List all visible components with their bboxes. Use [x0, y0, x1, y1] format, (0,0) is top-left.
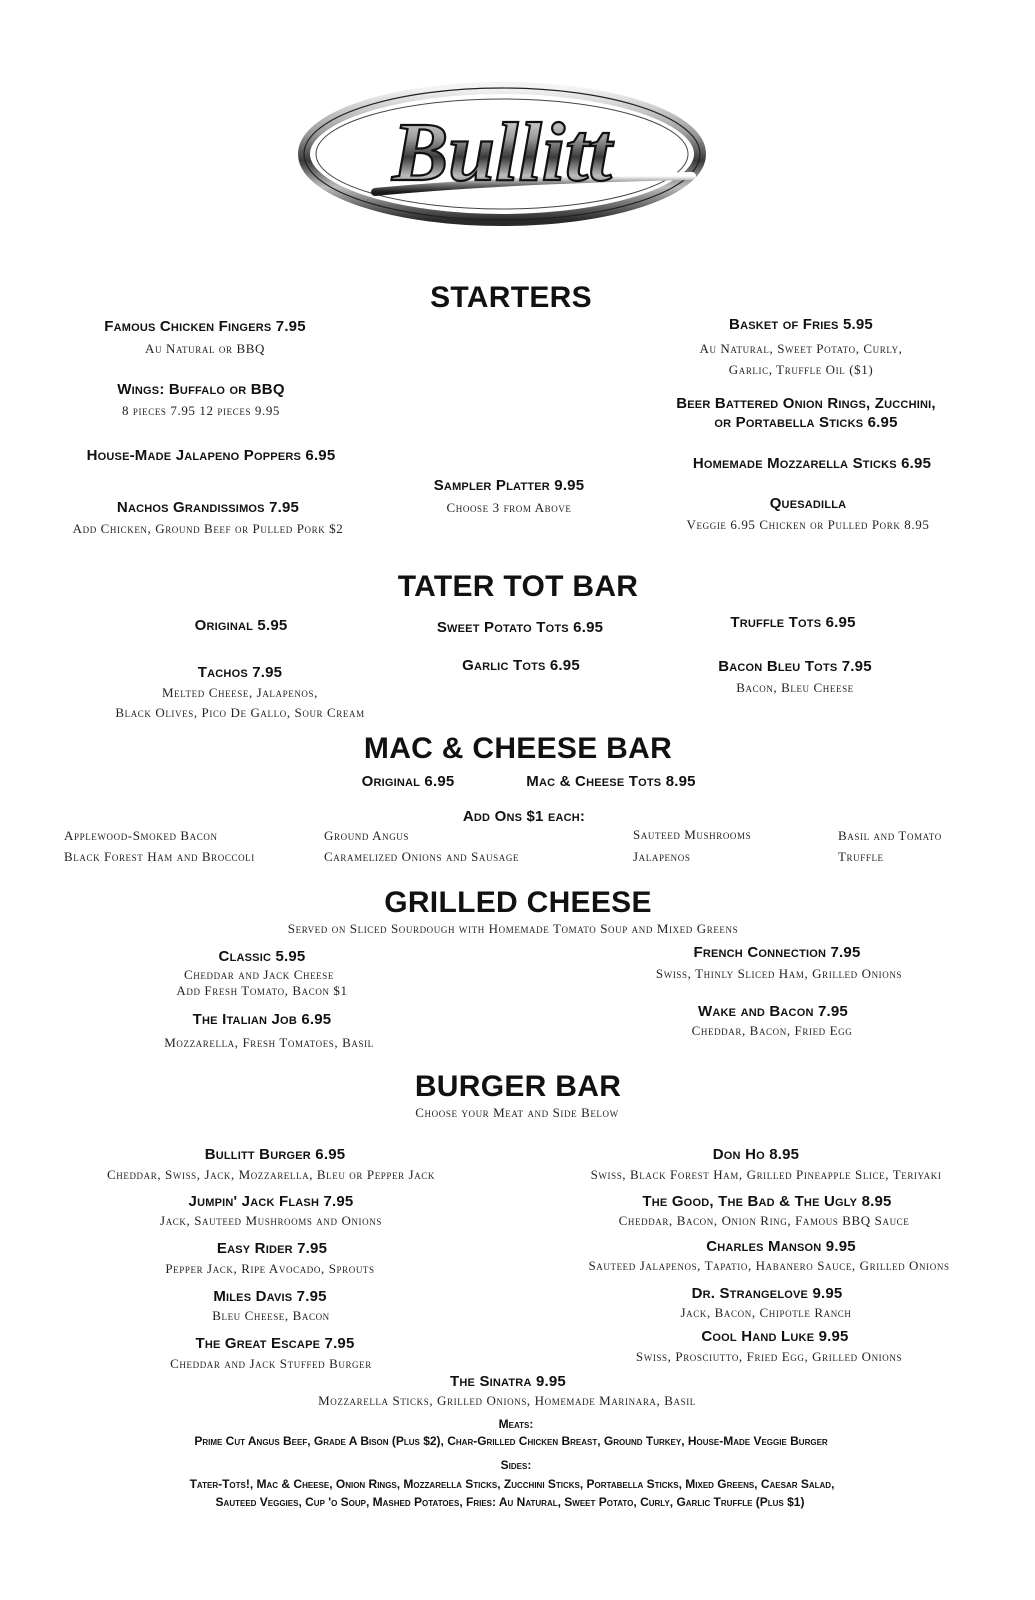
mac-original: Original 6.95 [361, 773, 455, 790]
sampler-desc: Choose 3 from Above [446, 500, 572, 515]
addon-basil-tomato: Basil and Tomato [838, 828, 942, 843]
burger-right-1-name: The Good, The Bad & The Ugly 8.95 [642, 1193, 892, 1210]
burger-left-4-desc: Cheddar and Jack Stuffed Burger [170, 1356, 372, 1371]
quesadilla-name: Quesadilla [769, 495, 847, 512]
tater-sweet-potato: Sweet Potato Tots 6.95 [436, 619, 604, 636]
burger-right-3-name: Dr. Strangelove 9.95 [691, 1285, 843, 1302]
wings-desc: 8 pieces 7.95 12 pieces 9.95 [121, 403, 281, 418]
bacon-bleu-tots-desc: Bacon, Bleu Cheese [736, 680, 854, 695]
burger-right-0-name: Don Ho 8.95 [712, 1146, 800, 1163]
starters-heading: STARTERS [430, 281, 592, 314]
tater-tot-heading: TATER TOT BAR [397, 570, 639, 603]
burger-right-2-name: Charles Manson 9.95 [706, 1238, 856, 1255]
tachos-desc-1: Melted Cheese, Jalapenos, [162, 685, 318, 700]
burger-right-0-desc: Swiss, Black Forest Ham, Grilled Pineapple Slice, Teriyaki [590, 1167, 942, 1182]
classic-desc-1: Cheddar and Jack Cheese [184, 967, 334, 982]
addon-ground-angus: Ground Angus [324, 828, 410, 843]
onion-rings-name-1: Beer Battered Onion Rings, Zucchini, [676, 395, 936, 412]
tachos-name: Tachos 7.95 [197, 664, 283, 681]
fries-desc-2: Garlic, Truffle Oil ($1) [728, 362, 874, 377]
bullitt-logo [297, 80, 707, 228]
sides-title: Sides: [500, 1458, 532, 1472]
quesadilla-desc: Veggie 6.95 Chicken or Pulled Pork 8.95 [686, 517, 930, 532]
burger-right-1-desc: Cheddar, Bacon, Onion Ring, Famous BBQ Sauce [618, 1213, 910, 1228]
burger-left-3-desc: Bleu Cheese, Bacon [212, 1308, 330, 1323]
sinatra-name: The Sinatra 9.95 [450, 1373, 566, 1390]
burger-right-4-name: Cool Hand Luke 9.95 [701, 1328, 849, 1345]
burger-left-0-desc: Cheddar, Swiss, Jack, Mozzarella, Bleu or Pepper Jack [106, 1167, 436, 1182]
burger-right-2-desc: Sauteed Jalapenos, Tapatio, Habanero Sauce, Grilled Onions [588, 1258, 950, 1273]
wake-bacon-name: Wake and Bacon 7.95 [698, 1003, 848, 1020]
burger-left-1-name: Jumpin' Jack Flash 7.95 [188, 1193, 354, 1210]
chicken-fingers-name: Famous Chicken Fingers 7.95 [104, 318, 306, 335]
mozzarella-sticks-name: Homemade Mozzarella Sticks 6.95 [692, 455, 932, 472]
poppers-name: House-Made Jalapeno Poppers 6.95 [86, 447, 336, 464]
onion-rings-name-2: or Portabella Sticks 6.95 [714, 414, 898, 431]
wings-name: Wings: Buffalo or BBQ [117, 381, 285, 398]
burger-left-3-name: Miles Davis 7.95 [213, 1288, 327, 1305]
french-connection-name: French Connection 7.95 [693, 944, 861, 961]
burger-left-2-desc: Pepper Jack, Ripe Avocado, Sprouts [165, 1261, 375, 1276]
bacon-bleu-tots-name: Bacon Bleu Tots 7.95 [718, 658, 872, 675]
addon-sauteed-mushrooms: Sauteed Mushrooms [633, 827, 752, 842]
logo-text: Bullitt [392, 106, 612, 199]
tachos-desc-2: Black Olives, Pico De Gallo, Sour Cream [115, 705, 365, 720]
addon-jalapenos: Jalapenos [633, 849, 691, 864]
mac-cheese-tots: Mac & Cheese Tots 8.95 [526, 773, 696, 790]
chicken-fingers-desc: Au Natural or BBQ [145, 341, 265, 356]
burger-left-1-desc: Jack, Sauteed Mushrooms and Onions [160, 1213, 382, 1228]
tater-truffle: Truffle Tots 6.95 [730, 614, 856, 631]
grilled-cheese-heading: GRILLED CHEESE [384, 886, 652, 919]
classic-desc-2: Add Fresh Tomato, Bacon $1 [176, 983, 348, 998]
burger-left-2-name: Easy Rider 7.95 [216, 1240, 328, 1257]
sinatra-desc: Mozzarella Sticks, Grilled Onions, Homemade Marinara, Basil [318, 1393, 696, 1408]
burger-right-4-desc: Swiss, Prosciutto, Fried Egg, Grilled Onions [635, 1349, 903, 1364]
burger-bar-subtitle: Choose your Meat and Side Below [415, 1105, 619, 1120]
garlic-tots: Garlic Tots 6.95 [462, 657, 580, 674]
fries-name: Basket of Fries 5.95 [729, 316, 873, 333]
grilled-cheese-subtitle: Served on Sliced Sourdough with Homemade Tomato Soup and Mixed Greens [287, 921, 739, 936]
italian-job-desc: Mozzarella, Fresh Tomatoes, Basil [164, 1035, 374, 1050]
burger-right-3-desc: Jack, Bacon, Chipotle Ranch [680, 1305, 852, 1320]
sides-list-2: Sauteed Veggies, Cup 'o Soup, Mashed Potatoes, Fries: Au Natural, Sweet Potato, Curly, Garlic Truffle (Plus $1) [215, 1495, 805, 1509]
burger-bar-heading: BURGER BAR [414, 1070, 622, 1103]
sides-list-1: Tater-Tots!, Mac & Cheese, Onion Rings, Mozzarella Sticks, Zucchini Sticks, Portabella Sticks, Mixed Greens, Caesar Salad, [189, 1477, 835, 1491]
sampler-name: Sampler Platter 9.95 [433, 477, 585, 494]
nachos-desc: Add Chicken, Ground Beef or Pulled Pork $2 [72, 521, 344, 536]
meats-list: Prime Cut Angus Beef, Grade A Bison (Plus $2), Char-Grilled Chicken Breast, Ground Turkey, House-Made Veggie Burger [194, 1434, 828, 1448]
nachos-name: Nachos Grandissimos 7.95 [116, 499, 300, 516]
french-connection-desc: Swiss, Thinly Sliced Ham, Grilled Onions [655, 966, 903, 981]
add-ons-title: Add Ons $1 each: [462, 808, 586, 825]
burger-left-4-name: The Great Escape 7.95 [195, 1335, 355, 1352]
burger-left-0-name: Bullitt Burger 6.95 [204, 1146, 346, 1163]
classic-name: Classic 5.95 [218, 948, 306, 965]
wake-bacon-desc: Cheddar, Bacon, Fried Egg [691, 1023, 853, 1038]
addon-ham-broccoli: Black Forest Ham and Broccoli [64, 849, 255, 864]
addon-onions-sausage: Caramelized Onions and Sausage [324, 849, 520, 864]
tater-original: Original 5.95 [194, 617, 288, 634]
fries-desc-1: Au Natural, Sweet Potato, Curly, [699, 341, 903, 356]
addon-applewood-bacon: Applewood-Smoked Bacon [64, 828, 218, 843]
italian-job-name: The Italian Job 6.95 [192, 1011, 332, 1028]
addon-truffle: Truffle [838, 849, 884, 864]
meats-title: Meats: [498, 1417, 534, 1431]
mac-cheese-heading: MAC & CHEESE BAR [363, 732, 673, 765]
